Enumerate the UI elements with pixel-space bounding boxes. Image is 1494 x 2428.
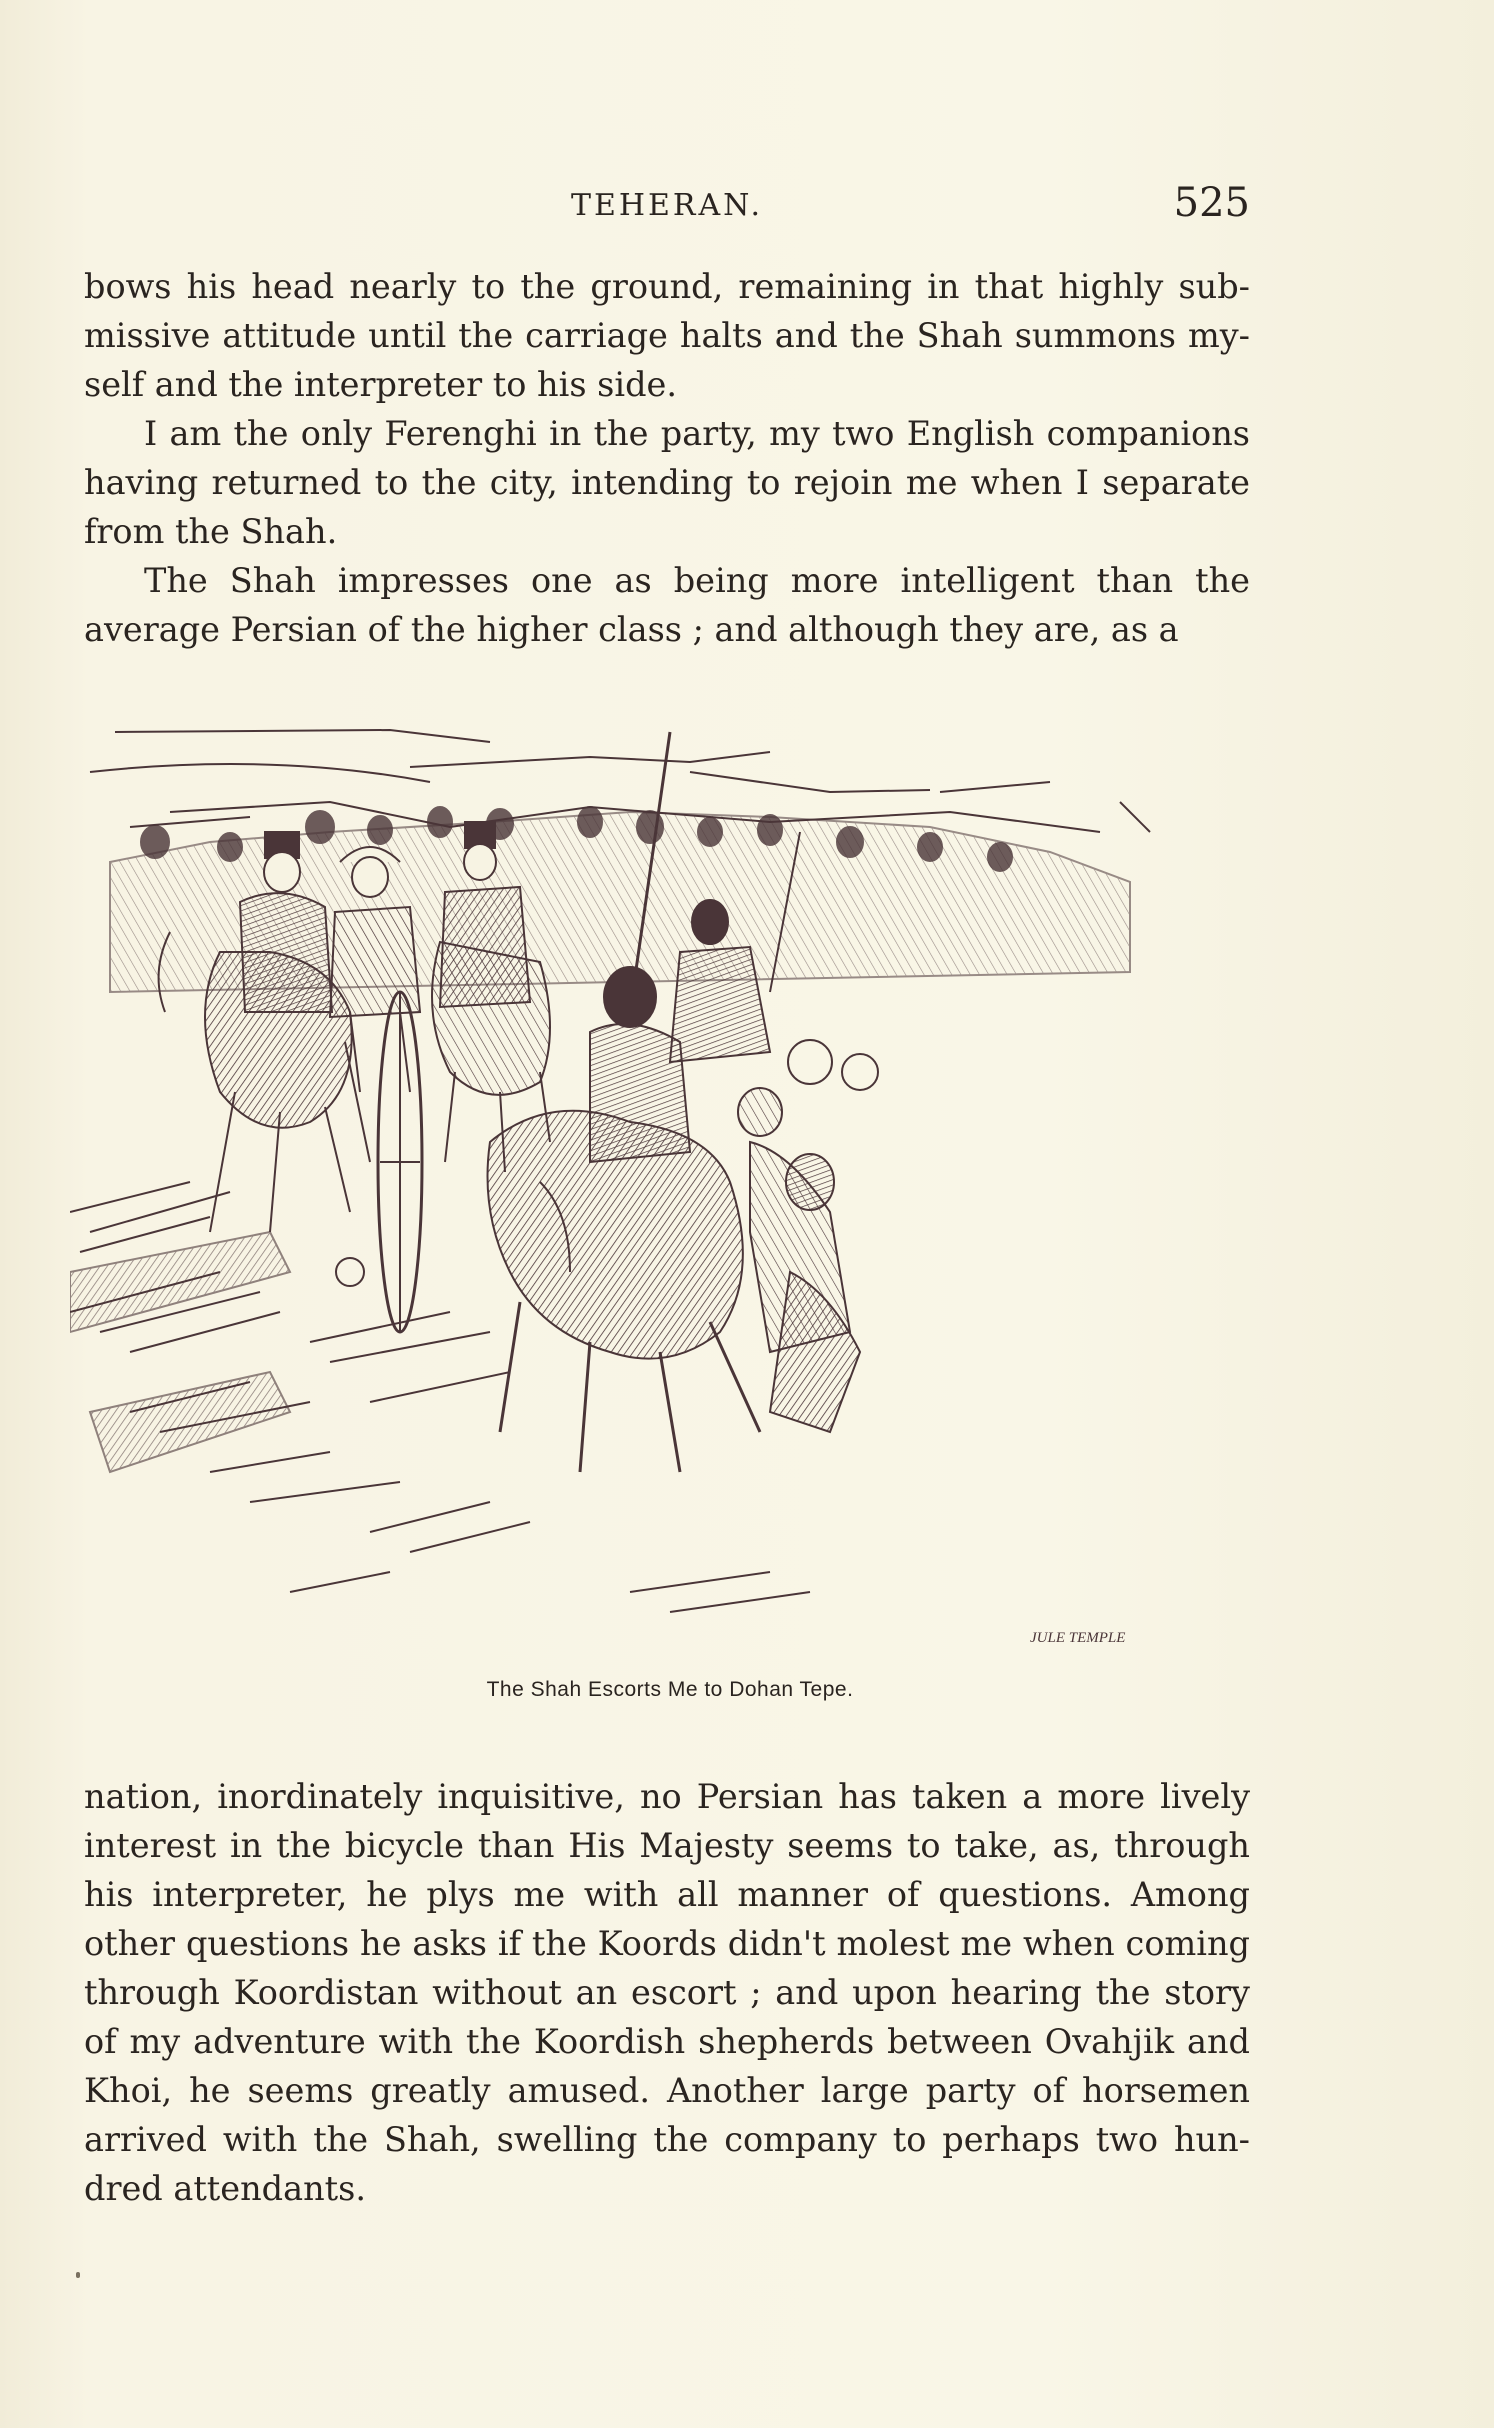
page-speck xyxy=(76,2272,80,2278)
paragraph: nation, inordinately inquisitive, no Persian has taken a more lively interest in the bicycle than His Majesty seems to take, as, through his interpreter, he plys me with all manner of questions. Among other questions he asks if the Koords didn't molest me when coming through Koordistan without an escort ; and upon hearing the story of my adventure with the Koordish shepherds between Ovahjik and Khoi, he seems greatly amused. Another large party of horsemen arrived with the Shah, swelling the company to perhaps two hun-dred attendants. xyxy=(84,1777,1250,2208)
figure-caption: The Shah Escorts Me to Dohan Tepe. xyxy=(486,1678,854,1701)
running-head xyxy=(84,180,1250,230)
page-number: 525 xyxy=(1173,180,1250,226)
artist-signature: JULE TEMPLE xyxy=(1030,1630,1126,1646)
body-text-top xyxy=(84,262,1250,654)
paragraph: The Shah impresses one as being more intelligent than the average Persian of the higher class ; and although they are, as a xyxy=(84,561,1250,649)
engraving-illustration xyxy=(70,712,1250,1662)
paragraph: I am the only Ferenghi in the party, my two English companions having returned to the city, intending to rejoin me when I separate from the Shah. xyxy=(84,414,1250,551)
body-text-bottom xyxy=(84,1772,1250,2213)
horsemen-procession-engraving xyxy=(70,712,1250,1662)
running-title: TEHERAN. xyxy=(570,188,764,223)
paragraph: bows his head nearly to the ground, remaining in that highly sub-missive attitude until the carriage halts and the Shah summons my-self and the interpreter to his side. xyxy=(84,267,1250,404)
